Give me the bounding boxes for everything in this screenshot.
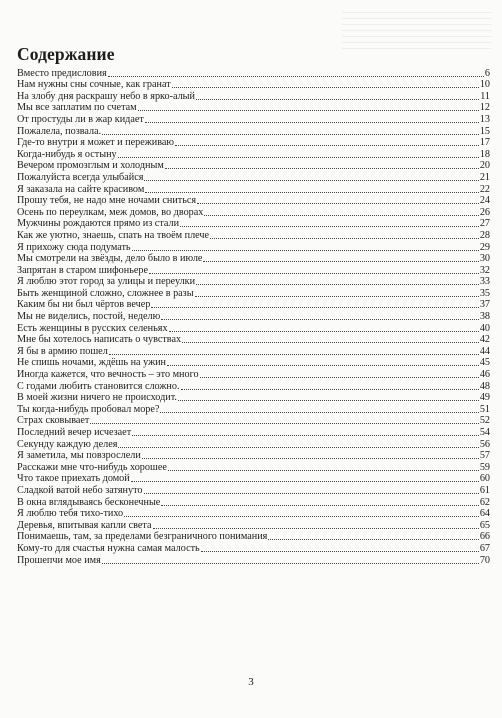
toc-entry-title: Ты когда-нибудь пробовал море? xyxy=(17,403,160,415)
toc-entry-title: С годами любить становится сложно. xyxy=(17,380,180,392)
toc-entry xyxy=(17,392,490,404)
toc-entry-page: 24 xyxy=(479,195,490,207)
toc-entry-page: 29 xyxy=(479,241,490,253)
toc-entry-title: Я заказала на сайте красивом xyxy=(17,183,145,195)
dot-leader xyxy=(138,109,479,111)
toc-entry-page: 21 xyxy=(479,171,490,183)
toc-entry-title: Мы смотрели на звёзды, дело было в июле xyxy=(17,253,203,265)
toc-entry-page: 52 xyxy=(479,415,490,427)
toc-entry-page: 27 xyxy=(479,218,490,230)
toc-entry xyxy=(17,542,490,554)
toc-entry xyxy=(17,218,490,230)
dot-leader xyxy=(201,550,479,552)
toc-entry xyxy=(17,484,490,496)
dot-leader xyxy=(203,260,478,262)
dot-leader xyxy=(165,167,479,169)
toc-entry-title: Пожалуйста всегда улыбайся xyxy=(17,171,144,183)
dot-leader xyxy=(195,295,479,297)
toc-entry xyxy=(17,403,490,415)
toc-entry-title: Мы все заплатим по счетам xyxy=(17,102,137,114)
toc-entry-page: 44 xyxy=(479,345,490,357)
page-title: Содержание xyxy=(17,44,115,64)
toc-entry-title: Расскажи мне что-нибудь хорошее xyxy=(17,461,167,473)
toc-entry-title: Не спишь ночами, ждёшь на ужин xyxy=(17,357,167,369)
toc-entry-page: 46 xyxy=(479,369,490,381)
toc-entry-title: Мужчины рождаются прямо из стали xyxy=(17,218,180,230)
toc-entry-title: Я люблю этот город за улицы и переулки xyxy=(17,276,196,288)
toc-entry-title: Когда-нибудь я остыну xyxy=(17,148,117,160)
toc-entry-page: 60 xyxy=(479,473,490,485)
bleed-through-text xyxy=(342,12,492,52)
dot-leader xyxy=(102,133,479,135)
dot-leader xyxy=(210,237,479,239)
toc-entry xyxy=(17,438,490,450)
toc-entry-page: 35 xyxy=(479,287,490,299)
toc-entry xyxy=(17,299,490,311)
toc-entry-page: 17 xyxy=(479,137,490,149)
toc-entry xyxy=(17,90,490,102)
toc-entry xyxy=(17,276,490,288)
toc-entry-title: Страх сковывает xyxy=(17,415,90,427)
toc-entry-page: 15 xyxy=(479,125,490,137)
dot-leader xyxy=(118,446,478,448)
toc-entry-title: В моей жизни ничего не происходит. xyxy=(17,392,177,404)
toc-entry-page: 18 xyxy=(479,148,490,160)
toc-entry-title: Как же уютно, знаешь, спать на твоём плече xyxy=(17,229,210,241)
toc-entry-title: В окна вглядываясь бесконечные xyxy=(17,496,161,508)
dot-leader xyxy=(169,330,479,332)
toc-entry xyxy=(17,195,490,207)
toc-entry-page: 10 xyxy=(479,79,490,91)
toc-entry-title: Кому-то для счастья нужна самая малость xyxy=(17,542,200,554)
toc-entry-page: 37 xyxy=(479,299,490,311)
dot-leader xyxy=(149,272,479,274)
toc-entry-title: Я бы в армию пошел xyxy=(17,345,108,357)
toc-entry xyxy=(17,171,490,183)
toc-entry-page: 11 xyxy=(480,90,490,102)
toc-entry xyxy=(17,426,490,438)
dot-leader xyxy=(132,249,479,251)
toc-entry xyxy=(17,102,490,114)
toc-entry xyxy=(17,473,490,485)
toc-entry-page: 13 xyxy=(479,113,490,125)
toc-entry-page: 42 xyxy=(479,334,490,346)
toc-entry-title: Деревья, впитывая капли света xyxy=(17,519,152,531)
toc-entry-page: 64 xyxy=(479,508,490,520)
toc-entry xyxy=(17,113,490,125)
toc-entry xyxy=(17,380,490,392)
dot-leader xyxy=(145,191,479,193)
toc-entry-page: 67 xyxy=(479,542,490,554)
toc-entry-page: 56 xyxy=(479,438,490,450)
dot-leader xyxy=(182,341,479,343)
toc-entry-page: 33 xyxy=(479,276,490,288)
toc-entry-title: На злобу дня раскрашу небо в ярко-алый xyxy=(17,90,195,102)
toc-entry-title: Сладкой ватой небо затянуто xyxy=(17,484,143,496)
toc-entry xyxy=(17,137,490,149)
toc-entry-page: 48 xyxy=(479,380,490,392)
toc-entry xyxy=(17,334,490,346)
dot-leader xyxy=(151,306,478,308)
toc-entry-page: 70 xyxy=(479,554,490,566)
toc-entry-title: Я люблю тебя тихо-тихо xyxy=(17,508,124,520)
toc-entry xyxy=(17,79,490,91)
toc-entry-page: 62 xyxy=(479,496,490,508)
toc-entry-title: Осень по переулкам, меж домов, во дворах xyxy=(17,206,204,218)
toc-entry-title: Иногда кажется, что вечность – это много xyxy=(17,369,199,381)
dot-leader xyxy=(160,411,478,413)
toc-entry-title: Быть женщиной сложно, сложнее в разы xyxy=(17,287,194,299)
dot-leader xyxy=(118,156,479,158)
toc-entry-page: 57 xyxy=(479,450,490,462)
toc-entry-title: Запрятан в старом шифоньере xyxy=(17,264,149,276)
toc-entry-title: Что такое приехать домой xyxy=(17,473,130,485)
toc-entry-title: Вместо предисловия xyxy=(17,67,107,79)
toc-entry-title: Каким бы ни был чёртов вечер xyxy=(17,299,151,311)
dot-leader xyxy=(197,202,479,204)
dot-leader xyxy=(161,504,479,506)
toc-entry xyxy=(17,253,490,265)
dot-leader xyxy=(161,318,479,320)
toc-entry-title: Мне бы хотелось написать о чувствах xyxy=(17,334,182,346)
toc-entry-title: От простуды ли в жар кидает xyxy=(17,113,144,125)
dot-leader xyxy=(204,214,478,216)
toc-entry xyxy=(17,310,490,322)
dot-leader xyxy=(167,364,479,366)
dot-leader xyxy=(196,283,479,285)
toc-entry-title: Вечером промозглым и холодным xyxy=(17,160,164,172)
toc-entry-page: 38 xyxy=(479,311,490,323)
page-number: 3 xyxy=(248,676,254,688)
toc-entry xyxy=(17,148,490,160)
toc-entry-page: 12 xyxy=(479,102,490,114)
toc-entry-title: Понимаешь, там, за пределами безграничного понимания xyxy=(17,531,268,543)
toc-entry-page: 28 xyxy=(479,229,490,241)
toc-entry-page: 20 xyxy=(479,160,490,172)
toc-entry xyxy=(17,241,490,253)
toc-entry-page: 49 xyxy=(479,392,490,404)
toc-entry xyxy=(17,183,490,195)
dot-leader xyxy=(180,225,479,227)
toc-entry xyxy=(17,229,490,241)
dot-leader xyxy=(131,480,479,482)
dot-leader xyxy=(108,75,484,77)
toc-entry xyxy=(17,415,490,427)
toc-entry xyxy=(17,519,490,531)
toc-entry-title: Нам нужны сны сочные, как гранат xyxy=(17,79,171,91)
toc-entry xyxy=(17,450,490,462)
dot-leader xyxy=(175,144,479,146)
toc-entry xyxy=(17,531,490,543)
toc-entry xyxy=(17,206,490,218)
toc-entry-page: 6 xyxy=(484,67,490,79)
dot-leader xyxy=(168,469,479,471)
toc-entry-page: 51 xyxy=(479,403,490,415)
toc-entry-page: 61 xyxy=(479,484,490,496)
dot-leader xyxy=(132,434,479,436)
toc-entry-title: Мы не виделись, постой, неделю xyxy=(17,311,161,323)
toc-entry-title: Я заметила, мы повзрослели xyxy=(17,450,141,462)
toc-entry xyxy=(17,322,490,334)
table-of-contents xyxy=(17,67,490,566)
toc-entry-page: 54 xyxy=(479,427,490,438)
toc-entry-title: Секунду каждую делея xyxy=(17,438,118,450)
toc-entry-title: Я прихожу сюда подумать xyxy=(17,241,131,253)
dot-leader xyxy=(145,121,479,123)
dot-leader xyxy=(196,98,479,100)
toc-entry-title: Последний вечер исчезает xyxy=(17,427,132,438)
toc-entry xyxy=(17,368,490,380)
dot-leader xyxy=(144,179,478,181)
toc-entry xyxy=(17,357,490,369)
toc-entry-page: 26 xyxy=(479,206,490,218)
toc-entry xyxy=(17,67,490,79)
dot-leader xyxy=(200,376,479,378)
dot-leader xyxy=(153,527,479,529)
toc-entry-title: Прошу тебя, не надо мне ночами сниться xyxy=(17,195,197,207)
toc-entry xyxy=(17,461,490,473)
dot-leader xyxy=(268,538,478,540)
toc-entry-page: 59 xyxy=(479,461,490,473)
toc-entry xyxy=(17,496,490,508)
dot-leader xyxy=(178,399,479,401)
dot-leader xyxy=(124,515,479,517)
toc-entry-page: 30 xyxy=(479,253,490,265)
toc-entry xyxy=(17,508,490,520)
toc-entry-page: 32 xyxy=(479,264,490,276)
toc-entry-page: 65 xyxy=(479,519,490,531)
toc-entry xyxy=(17,345,490,357)
toc-entry-page: 45 xyxy=(479,357,490,369)
dot-leader xyxy=(172,86,479,88)
dot-leader xyxy=(109,353,479,355)
dot-leader xyxy=(144,492,479,494)
toc-entry-page: 22 xyxy=(479,183,490,195)
toc-entry-page: 40 xyxy=(479,322,490,334)
toc-entry xyxy=(17,264,490,276)
toc-entry-title: Где-то внутри я может и переживаю xyxy=(17,137,175,149)
toc-entry xyxy=(17,287,490,299)
dot-leader xyxy=(181,388,479,390)
toc-entry-title: Есть женщины в русских селеньях xyxy=(17,322,168,334)
toc-entry xyxy=(17,554,490,566)
toc-entry-title: Прошепчи мое имя xyxy=(17,554,101,566)
dot-leader xyxy=(142,457,479,459)
toc-entry xyxy=(17,125,490,137)
toc-entry xyxy=(17,160,490,172)
toc-entry-page: 66 xyxy=(479,531,490,543)
dot-leader xyxy=(102,562,479,564)
toc-entry-title: Пожалела, позвала. xyxy=(17,125,102,137)
dot-leader xyxy=(90,422,478,424)
